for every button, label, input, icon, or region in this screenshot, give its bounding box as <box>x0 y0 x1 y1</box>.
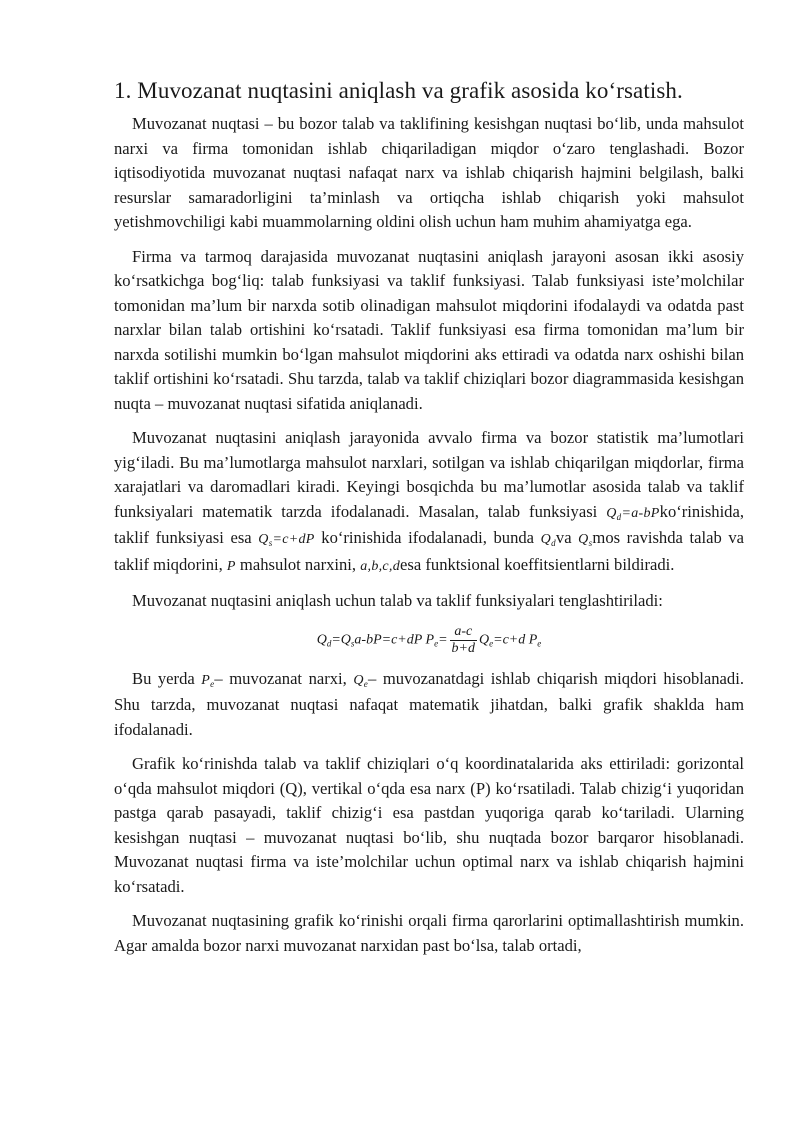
formula-part: = <box>438 632 448 648</box>
text-segment: – muvozanat narxi, <box>214 668 354 688</box>
text-segment: esa funktsional koeffitsientlarni bildiradi. <box>400 554 675 574</box>
math-qe <box>353 673 368 688</box>
text-segment: Bu yerda <box>132 668 202 688</box>
formula-subscript: d <box>326 638 332 649</box>
paragraph-functions <box>114 426 744 579</box>
formula-part: Q <box>316 632 327 648</box>
formula-subscript: s <box>350 638 355 649</box>
text-segment: ko‘rinishida, taklif funksiyasi esa <box>114 501 744 547</box>
math-subscript: e <box>210 678 215 689</box>
formula-fraction <box>450 624 477 657</box>
fraction-numerator: a-c <box>450 624 477 641</box>
formula-part: a-bP=c+dP P <box>354 632 435 648</box>
math-symbol: Q <box>578 532 589 547</box>
paragraph-optimization: Muvozanat nuqtasining grafik ko‘rinishi orqali firma qarorlarini optimallashtirish mumkin. Agar amalda bozor narxi muvozanat narxidan past bo‘lsa, talab ortadi, <box>114 911 744 955</box>
math-demand-function <box>606 506 659 521</box>
text-segment: mos ravishda talab va taklif miqdorini, <box>114 528 745 574</box>
paragraph-equilibrium-values <box>114 667 744 743</box>
math-qd <box>541 532 556 547</box>
math-supply-function <box>258 532 314 547</box>
text-segment: – muvozanatdagi ishlab chiqarish miqdori hisoblanadi. Shu tarzda, muvozanat nuqtasi nafaqat matematik jihatdan, balki grafik shaklda ham ifodalanadi. <box>114 668 744 739</box>
text-segment: va <box>555 528 579 547</box>
paragraph-equate: Muvozanat nuqtasini aniqlash uchun talab va taklif funksiyalari tenglashtiriladi: <box>132 591 663 610</box>
formula-subscript: e <box>489 638 494 649</box>
paragraph-supply-demand: Firma va tarmoq darajasida muvozanat nuqtasini aniqlash jarayoni asosan ikki asosiy ko‘rsatkichga bog‘liq: talab funksiyasi va taklif funksiyasi. Talab funksiyasi iste’molchilar tomonidan ma’lum bir narxda sotib olinadigan mahsulot miqdorini ifodalaydi va odatda past narxlar bilan talab ortishini ko‘rsatadi. Taklif funksiyasi esa firma tomonidan ma’lum bir narxda sotilishi mumkin bo‘lgan mahsulot miqdorini aks ettiradi va odatda narx oshishi bilan taklif ortishini ko‘rsatadi. Shu tarzda, talab va taklif chiziqlari bozor diagrammasida kesishgan nuqta – muvozanat nuqtasi sifatida aniqlanadi. <box>114 246 744 413</box>
math-symbol: Q <box>606 505 617 521</box>
math-qs <box>578 532 592 547</box>
formula-part: =c+d P <box>493 632 538 648</box>
math-expression: =a-bP <box>621 505 660 521</box>
math-expression: =c+dP <box>272 532 315 547</box>
math-coefficients: a,b,c,d <box>360 558 401 574</box>
formula-subscript: e <box>537 638 542 649</box>
paragraph-definition: Muvozanat nuqtasi – bu bozor talab va taklifining kesishgan nuqtasi bo‘lib, unda mahsulot narxi va firma tomonidan ishlab chiqariladigan miqdor o‘zaro tenglashadi. Bozor iqtisodiyotida muvozanat nuqtasi nafaqat narx va ishlab chiqarish hajmini belgilash, balki resurslar samaradorligini ta’minlash va ortiqcha ishlab chiqarish yoki mahsulot yetishmovchiligi kabi muammolarning oldini olish uchun ham muhim ahamiyatga ega. <box>114 114 744 231</box>
math-subscript: s <box>588 538 593 548</box>
section-heading: 1. Muvozanat nuqtasini aniqlash va grafik asosida ko‘rsatish. <box>114 78 683 103</box>
math-subscript: d <box>551 538 556 548</box>
math-subscript: e <box>363 678 369 689</box>
paragraph-graph: Grafik ko‘rinishda talab va taklif chiziqlari o‘q koordinatalarida aks ettiriladi: gorizontal o‘qda mahsulot miqdori (Q), vertikal o‘qda esa narx (P) ko‘rsatiladi. Talab chizig‘i yuqoridan pastga qarab pasayadi, taklif chizig‘i esa pastdan yuqoriga qarab ko‘tariladi. Ularning kesishgan nuqtasi – muvozanat nuqtasi bo‘lib, shu nuqtada bozor barqaror hisoblanadi. Muvozanat nuqtasi firma va iste’molchilar uchun optimal narx va ishlab chiqarish hajmini ko‘rsatadi. <box>114 754 744 896</box>
equilibrium-formula <box>114 624 744 657</box>
math-pe <box>201 673 214 688</box>
fraction-denominator: b+d <box>451 640 475 656</box>
math-symbol: Q <box>258 532 269 547</box>
text-segment: ko‘rinishida ifodalanadi, bunda <box>314 528 541 547</box>
text-segment: mahsulot narxini, <box>235 554 361 574</box>
math-p: P <box>226 558 236 574</box>
math-subscript: s <box>268 538 273 548</box>
math-symbol: Q <box>540 532 552 547</box>
math-symbol: P <box>201 672 211 688</box>
formula-part: =Q <box>331 632 351 648</box>
math-subscript: d <box>616 511 622 522</box>
formula-subscript: e <box>434 638 439 649</box>
formula-part: Q <box>479 632 490 648</box>
text-segment: Muvozanat nuqtasini aniqlash jarayonida avvalo firma va bozor statistik ma’lumotlari yig‘iladi. Bu ma’lumotlarga mahsulot narxlari, sotilgan va ishlab chiqarilgan miqdorlar, firma xarajatlari va daromadlari kiradi. Keyingi bosqichda bu ma’lumotlar asosida talab va taklif funksiyalari matematik tarzda ifodalanadi. Masalan, talab funksiyasi <box>114 428 744 521</box>
math-symbol: Q <box>353 672 364 688</box>
